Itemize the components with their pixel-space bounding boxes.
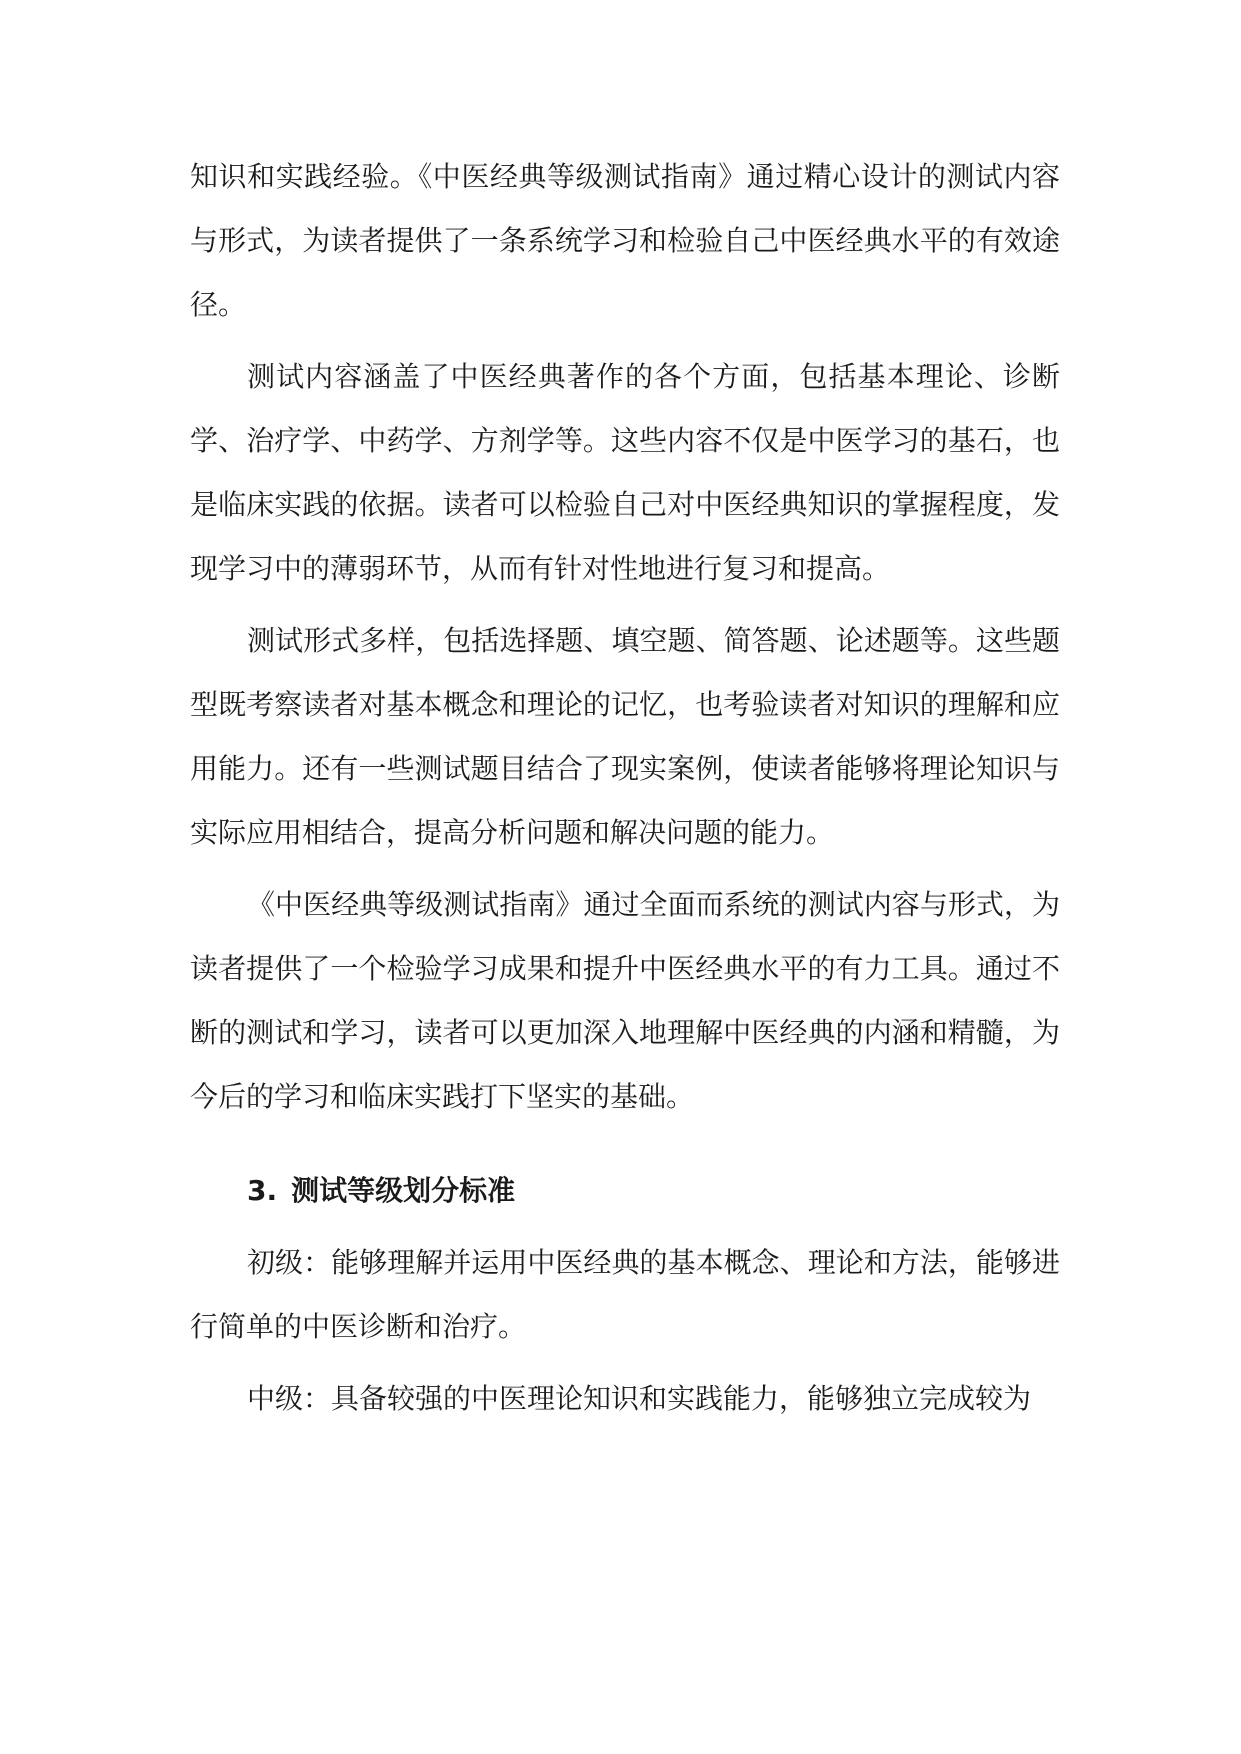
paragraph-test-format: 测试形式多样，包括选择题、填空题、简答题、论述题等。这些题型既考察读者对基本概念和理论的记忆，也考验读者对知识的理解和应用能力。还有一些测试题目结合了现实案例，使读者能够将理论知识与实际应用相结合，提高分析问题和解决问题的能力。 [190, 624, 1060, 849]
paragraph-level-beginner: 初级：能够理解并运用中医经典的基本概念、理论和方法，能够进行简单的中医诊断和治疗。 [190, 1246, 1060, 1343]
section-number: 3. [247, 1174, 278, 1207]
document-body [190, 145, 1060, 1439]
section-heading [190, 1159, 1060, 1223]
paragraph-test-content: 测试内容涵盖了中医经典著作的各个方面，包括基本理论、诊断学、治疗学、中药学、方剂学等。这些内容不仅是中医学习的基石，也是临床实践的依据。读者可以检验自己对中医经典知识的掌握程度，发现学习中的薄弱环节，从而有针对性地进行复习和提高。 [190, 360, 1060, 585]
paragraph-guide-summary: 《中医经典等级测试指南》通过全面而系统的测试内容与形式，为读者提供了一个检验学习成果和提升中医经典水平的有力工具。通过不断的测试和学习，读者可以更加深入地理解中医经典的内涵和精髓，为今后的学习和临床实践打下坚实的基础。 [190, 888, 1060, 1113]
paragraph-level-intermediate: 中级：具备较强的中医理论知识和实践能力，能够独立完成较为 [247, 1382, 1032, 1415]
section-title: 测试等级划分标准 [291, 1174, 516, 1207]
paragraph-continuation: 知识和实践经验。《中医经典等级测试指南》通过精心设计的测试内容与形式，为读者提供了一条系统学习和检验自己中医经典水平的有效途径。 [190, 160, 1060, 321]
